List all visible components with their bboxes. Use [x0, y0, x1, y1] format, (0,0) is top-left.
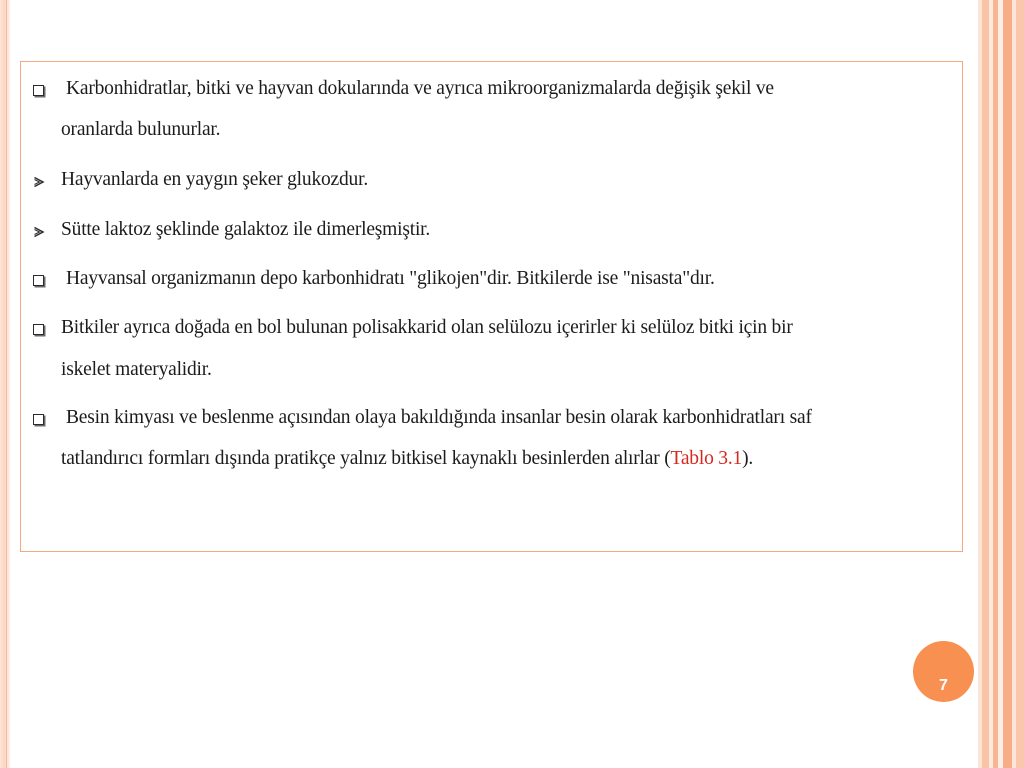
stripe [982, 0, 989, 768]
page-number: 7 [939, 677, 948, 694]
bullet-6-line-2-end: ). [742, 448, 754, 469]
square-bullet-icon [33, 324, 44, 335]
arrow-bullet-icon [33, 226, 44, 237]
square-bullet-icon [33, 414, 44, 425]
bullet-2-line-1: Hayvanlarda en yaygın şeker glukozdur. [61, 169, 368, 190]
bullet-5-line-2: iskelet materyalidir. [61, 359, 212, 380]
bullet-1-line-2: oranlarda bulunurlar. [61, 119, 221, 140]
bullet-3-line-1: Sütte laktoz şeklinde galaktoz ile dimerleşmiştir. [61, 219, 431, 240]
right-stripe-decoration [978, 0, 1024, 768]
page-number-badge [913, 641, 974, 702]
arrow-bullet-icon [33, 176, 44, 187]
bullet-6-line-2 [61, 448, 753, 470]
bullet-6-line-2-text: tatlandırıcı formları dışında pratikçe yalnız bitkisel kaynaklı besinlerden alırlar ( [61, 448, 671, 469]
stripe [1003, 0, 1012, 768]
left-edge-line [6, 0, 7, 768]
slide-content-box [20, 61, 963, 552]
bullet-4-line-1: Hayvansal organizmanın depo karbonhidratı "glikojen"dir. Bitkilerde ise "nisasta"dır. [66, 268, 715, 289]
bullet-6-line-1: Besin kimyası ve beslenme açısından olaya bakıldığında insanlar besin olarak karbonhidratları saf [66, 407, 812, 428]
table-reference-link[interactable]: Tablo 3.1 [670, 448, 743, 469]
square-bullet-icon [33, 85, 44, 96]
stripe [1016, 0, 1024, 768]
bullet-1-line-1: Karbonhidratlar, bitki ve hayvan dokularında ve ayrıca mikroorganizmalarda değişik şekil ve [66, 78, 774, 99]
bullet-5-line-1: Bitkiler ayrıca doğada en bol bulunan polisakkarid olan selülozu içerirler ki selüloz bitki için bir [61, 317, 793, 338]
square-bullet-icon [33, 275, 44, 286]
left-edge-decoration [0, 0, 10, 768]
